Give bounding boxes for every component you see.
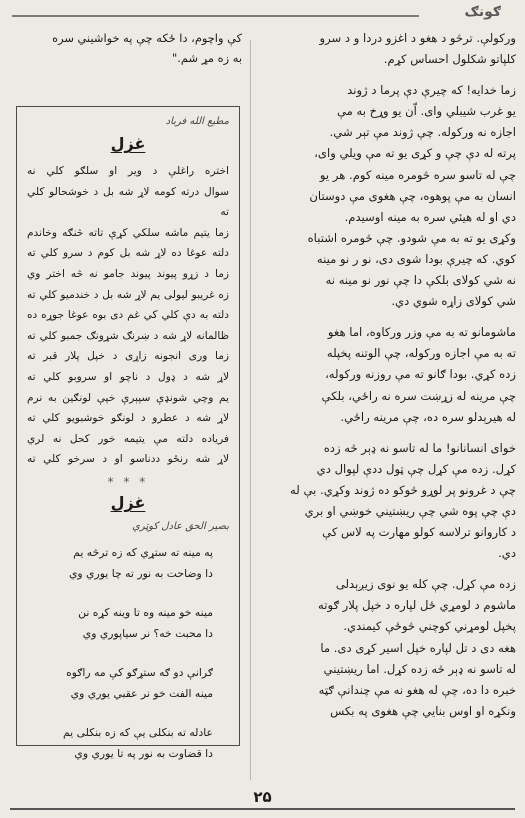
verse-line: دا قضاوت به نور په تا یوري وي (74, 746, 213, 760)
continued-text (10, 28, 246, 68)
prose-line: ورکولې. ترڅو د هغو د اغزو دردا و د سرو (319, 31, 516, 45)
prose-column (254, 28, 516, 788)
paragraph (254, 28, 516, 70)
couplet (27, 602, 229, 644)
poem-title-text: غزل (110, 134, 146, 153)
prose-line: زده کړي. بودا ګانو ته مې روزنه ورکوله، (325, 367, 516, 382)
verse-line: لاړ شه د عطرو د لونګو خوشبویو کلي ته (27, 412, 229, 425)
poem-title (27, 492, 229, 514)
verse-line: لاړ شه رنځو ددناسو او د سرخو کلي ته (27, 453, 229, 466)
verse-line: مینه خو مینه وه تا وینه کړه نن (78, 605, 213, 619)
paragraph (254, 574, 516, 722)
prose-line: ماشومانو ته به مې وزر ورکاوه، اما هغو (327, 325, 516, 340)
poem-verse (27, 161, 229, 470)
prose-line: وکړی یو ته به مې شودو. چې څومره اشتباه (307, 230, 516, 245)
verse-line: دا وضاحت به نور ته چا یوري وي (68, 566, 213, 580)
paragraph (254, 80, 516, 312)
prose-line: کلپاتو شکلول احساس کړم. (383, 52, 516, 67)
verse-line: زه غریبو لیولی یم لاړ شه بل د خندمیو کلي ته (27, 288, 229, 301)
verse-line: ګرانې دو ګه ستړګو کې مه راګوه (66, 665, 213, 679)
verse-line: دلته عوغا ده لاړ شه بل کوم د سرو کلي ته (27, 247, 229, 260)
poem-author: مطیع الله فرباد (165, 116, 229, 127)
verse-line: سوال درته کومه لاړ شه بل د خوشحالو کلي ته (27, 185, 229, 219)
prose-line: دي او له هیئي سره به مینه اوسیدم. (344, 209, 516, 224)
footer-rule (10, 808, 515, 810)
verse-line: زما وری انجونه زاړی د خپل پلار قبر ته (27, 350, 229, 363)
verse-line: په مینه ته ستړي که زه ترڅه یم (73, 545, 213, 559)
poem-verse (27, 542, 229, 764)
column-divider (250, 40, 251, 780)
prose-line: زما خدایه! که چیرې دې پرما د ژوند (347, 83, 516, 98)
verse-line: عادله ته بنکلی یې که زه بنکلی یم (62, 725, 213, 739)
ornament-divider: * * * (107, 474, 149, 489)
poems-box (16, 106, 240, 760)
prose-line: پخپل لومړني کوچني څوځې کیمندي. (343, 619, 516, 634)
verse-line: لاړ شه د ډول د ناچو او سروبو کلي ته (27, 370, 229, 383)
prose-line: ونکړه او اوس بنایي چې هغوی په بکس (330, 703, 516, 718)
prose-line: دې چې پوه شي چې ریښتیني خوښي او بري (304, 503, 516, 518)
prose-line: کې واچوم، دا ځکه چې په خواشیني سره (52, 31, 242, 45)
prose-line: له تاسو نه ډېر څه زده کړل. اما ریښتیني (323, 661, 516, 676)
prose-line: چې د غرونو پر لوړو څوکو ده ژوند وکړي. بې له (290, 482, 516, 497)
prose-line: زده مې کړل. چې کله یو نوی زیږېدلی (335, 577, 516, 592)
prose-line: خبره دا ده، چې له هغو نه مې چندانې ګټه (318, 682, 516, 697)
header-rule (12, 15, 419, 17)
poem-author: بصیر الحق عادل کوټري (132, 520, 229, 532)
prose-line: نه شي کولای بلکې دا چې نور نو مینه نه (325, 273, 516, 288)
prose-line: چې له تاسو سره څومره مینه کوم. هر یو (319, 167, 516, 182)
prose-line: یو غرب شیبلي وای. اّن یو وړخ به مې (337, 104, 516, 119)
verse-line: مینه الفت خو نر عقبي یوري وي (70, 686, 213, 700)
prose-line: چې مرینه له زړښت سره نه راځي، بلکې (321, 388, 516, 403)
poetry-column (10, 28, 246, 788)
prose-line: پرته له دې چې و کړی یو ته مې ویلي وای، (314, 146, 516, 161)
prose-line: کوي. که چیرې بودا شوی دی، نو ر نو مینه (316, 251, 516, 266)
prose-line: د کاروانو ترلاسه کولو مهارت په لاس کې (322, 525, 516, 540)
verse-line: اختره راغلې د ویر او سلګو کلي نه (27, 165, 229, 177)
verse-line: یم وچي شونډې سپېرې خپې لونګین به نرم (27, 391, 229, 404)
verse-line: دلته به دې کلي کي غم دی بوه عوغا جوړه ده (27, 309, 229, 322)
prose-line: خوای انسانانو! ما له تاسو نه ډېر څه زده (323, 440, 516, 455)
poem-title-text: غزل (110, 492, 146, 512)
verse-line: دا محبت خه؟ نر سیاپوري وي (82, 626, 213, 640)
prose-line: دي. (498, 546, 516, 561)
verse-line: ظالمانه لاړ شه د ښرنګ شړونګ جمبو کلي ته (27, 329, 229, 342)
verse-line: فریاده دلته مې یتیمه خور کحل نه لري (27, 432, 229, 445)
prose-line: اجازه نه ورکوله. چې ژوند مې تېر شي. (329, 125, 516, 140)
running-header (10, 4, 515, 24)
header-title: ګونګ (464, 4, 501, 20)
couplet (27, 722, 229, 764)
prose-line: انسان به مې پوهوه، چې هغوی مې دوستان (309, 188, 516, 203)
prose-line: کړل. زده مې کړل چې ټول ددې لپوال دي (316, 461, 516, 476)
paragraph (254, 322, 516, 427)
prose-line: له هیرېدلو سره ده، چې مرینه راځي. (340, 409, 516, 424)
prose-line: به زه مړ شم." (172, 51, 242, 65)
couplet (27, 542, 229, 584)
page-number: ۲۵ (253, 788, 272, 806)
prose-line: شي کولای زاړه شوي دي. (391, 294, 516, 309)
verse-line: زما یتیم ماشه سلکي کړې تاته څنګه وخاندم (27, 226, 229, 239)
poem-title (27, 133, 229, 155)
paragraph (254, 438, 516, 565)
verse-line: زما د زړو پیوند پیوند جامو نه څه اختر وي (27, 267, 229, 280)
prose-line: ته به مې اجازه ورکوله، چې الوتنه پخپله (326, 346, 516, 361)
prose-line: ماشوم د لومړي ځل لپاره د خپل پلار ګوته (318, 598, 516, 613)
couplet (27, 662, 229, 704)
prose-line: هغه دی د تل لپاره خپل اسیر کړی دی. ما (320, 640, 516, 655)
